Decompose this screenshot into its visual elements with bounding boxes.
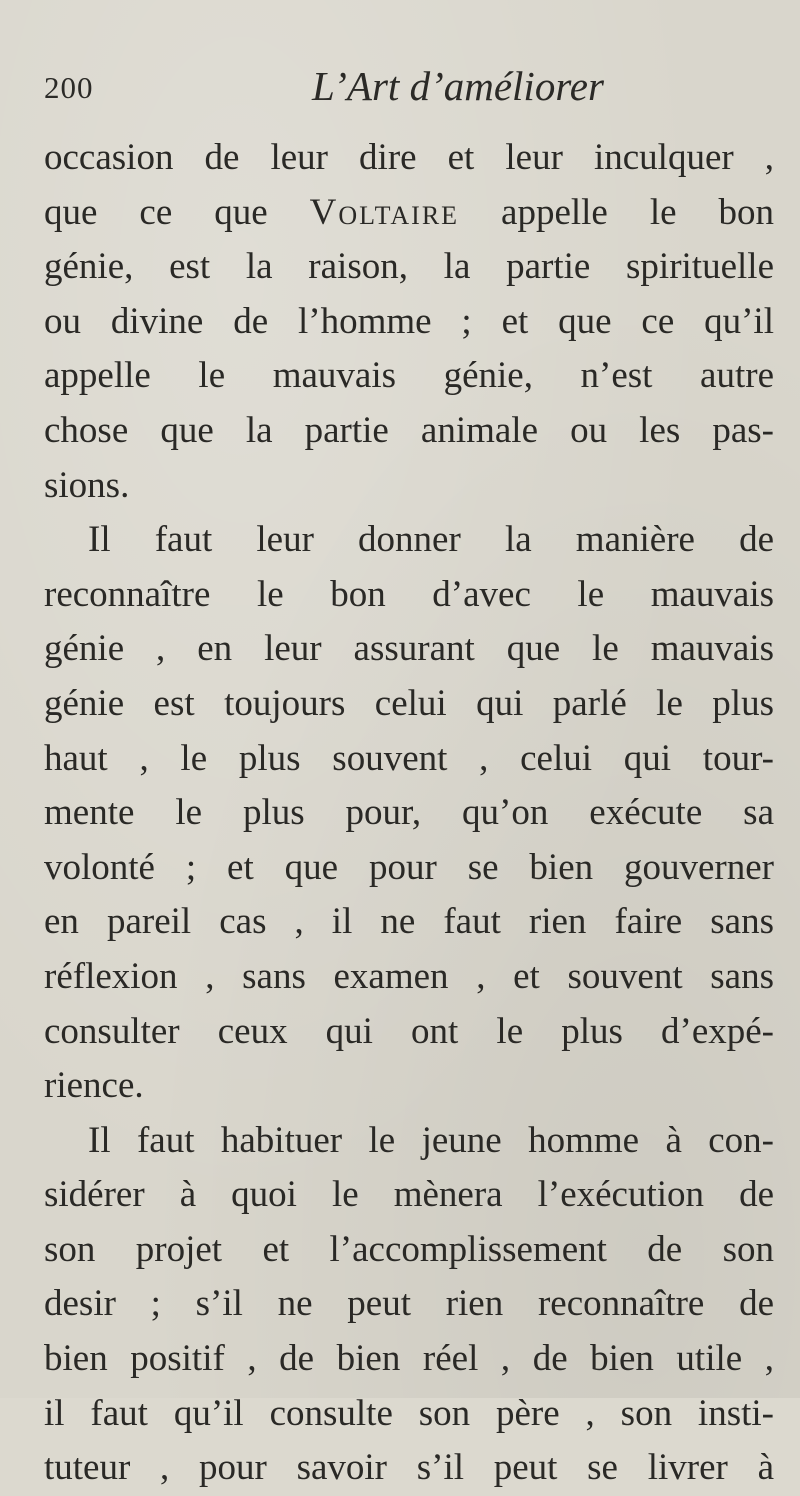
text-line: mente le plus pour, qu’on exécute sa [44, 792, 774, 834]
text-line: desir ; s’il ne peut rien reconnaître de [44, 1283, 774, 1325]
text-line: Il faut habituer le jeune homme à con- [88, 1119, 774, 1161]
text-line: son projet et l’accomplissement de son [44, 1228, 774, 1270]
text-segment: appelle le bon [459, 191, 774, 233]
text-line: ou divine de l’homme ; et que ce qu’il [44, 300, 774, 342]
text-segment: que ce que [44, 191, 310, 233]
text-line: tuteur , pour savoir s’il peut se livrer à [44, 1447, 774, 1489]
text-line: il faut qu’il consulte son père , son insti- [44, 1392, 774, 1434]
text-line: appelle le mauvais génie, n’est autre [44, 355, 774, 397]
text-line: Il faut leur donner la manière de [88, 519, 774, 561]
running-title: L’Art d’améliorer [312, 63, 604, 109]
text-line: réflexion , sans examen , et souvent sans [44, 955, 774, 997]
text-line [44, 186, 774, 241]
text-line: consulter ceux qui ont le plus d’expé- [44, 1010, 774, 1052]
text-line: génie, est la raison, la partie spirituelle [44, 246, 774, 288]
body-text [44, 131, 774, 1496]
text-line: volonté ; et que pour se bien gouverner [44, 846, 774, 888]
text-line: génie est toujours celui qui parlé le plus [44, 682, 774, 724]
author-name: Voltaire [309, 191, 460, 233]
text-line: sions. [44, 464, 130, 506]
text-line: reconnaître le bon d’avec le mauvais [44, 573, 774, 615]
text-line: sidérer à quoi le mènera l’exécution de [44, 1174, 774, 1216]
text-line: bien positif , de bien réel , de bien utile , [44, 1338, 774, 1380]
text-line: en pareil cas , il ne faut rien faire sans [44, 901, 774, 943]
page-header [44, 62, 760, 112]
text-line: génie , en leur assurant que le mauvais [44, 628, 774, 670]
text-line: chose que la partie animale ou les pas- [44, 409, 774, 451]
text-line: rience. [44, 1065, 144, 1107]
text-line: occasion de leur dire et leur inculquer , [44, 137, 774, 178]
text-line: haut , le plus souvent , celui qui tour- [44, 737, 774, 779]
page-number: 200 [44, 70, 94, 105]
